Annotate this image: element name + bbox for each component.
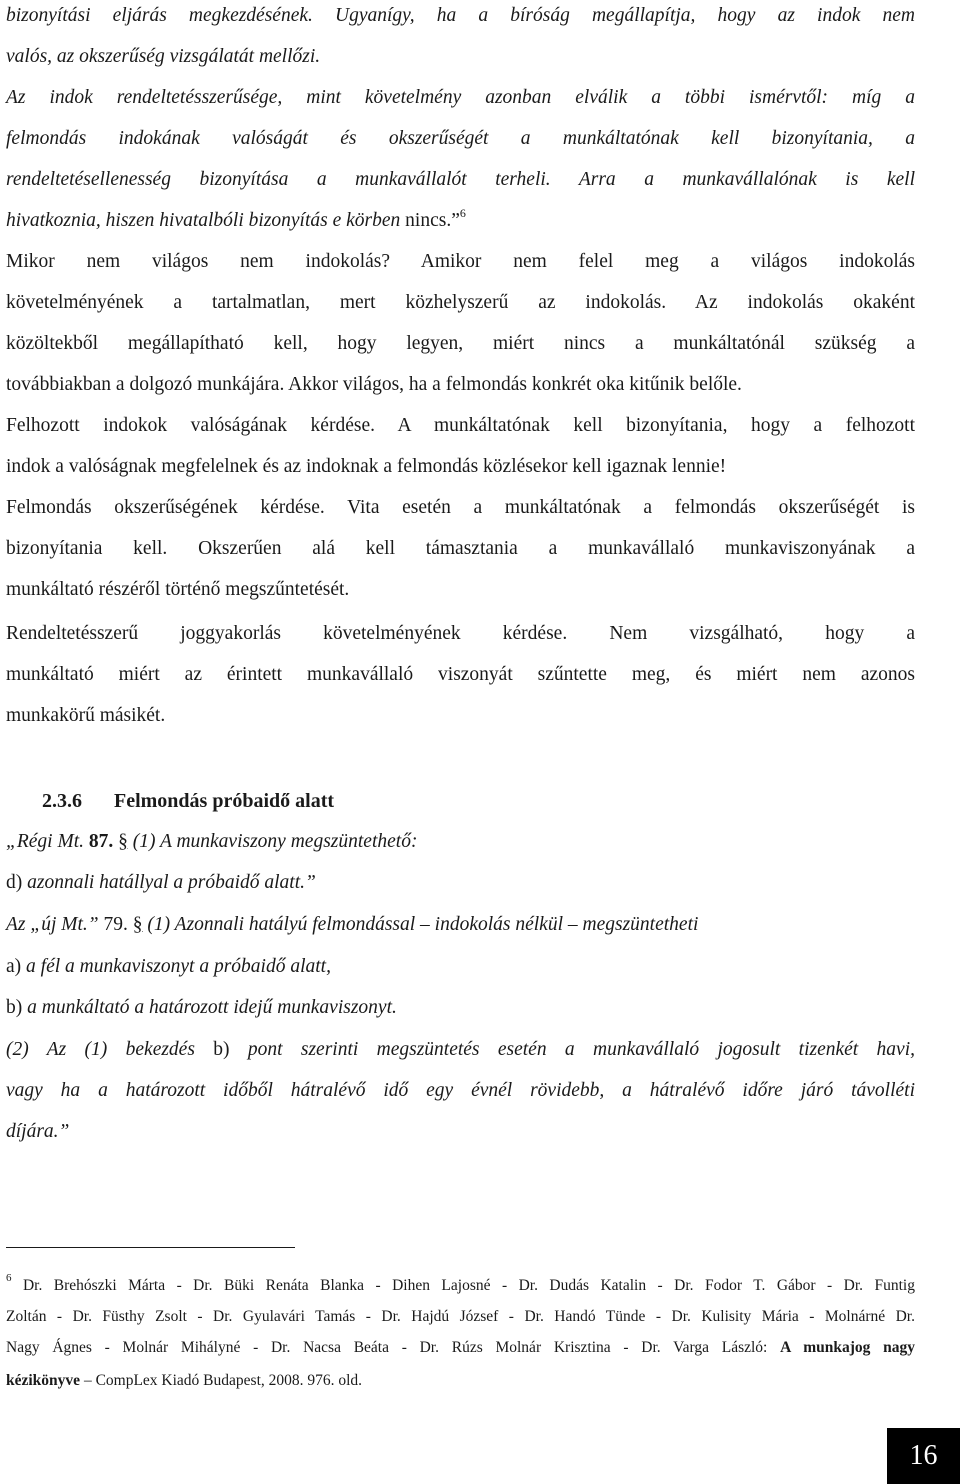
body-text-line: Az indok rendeltetésszerűsége, mint követelmény azonban elválik a többi ismérvtől: míg a xyxy=(6,87,915,108)
body-text-line xyxy=(6,955,915,979)
body-text-line: továbbiakban a dolgozó munkájára. Akkor világos, ha a felmondás konkrét oka kitűnik belőle. xyxy=(6,374,742,395)
book-title: kézikönyve xyxy=(6,1372,81,1389)
text-span: 87. xyxy=(88,831,114,852)
footnote-ref: 6 xyxy=(459,205,466,220)
body-text-line: rendeltetésellenesség bizonyítása a munkavállalót terheli. Arra a munkavállalónak is kell xyxy=(6,169,915,190)
body-text-line xyxy=(6,830,915,854)
text-span: hivatkoznia, hiszen hivatalbóli bizonyítás e körben xyxy=(6,210,401,231)
footnote-number: 6 xyxy=(6,1271,12,1284)
body-text-line: bizonyítási eljárás megkezdésének. Ugyanígy, ha a bíróság megállapítja, hogy az indok nem xyxy=(6,5,915,26)
body-text-line xyxy=(6,622,915,646)
body-text-line xyxy=(6,871,915,895)
body-text-line: követelményének a tartalmatlan, mert közhelyszerű az indokolás. Az indokolás okaként xyxy=(6,292,915,313)
text-span: nincs.” xyxy=(400,210,460,231)
body-text-line xyxy=(6,205,915,233)
section-title: Felmondás próbaidő alatt xyxy=(114,790,335,812)
text-span: Dr. Brehószki Márta - Dr. Büki Renáta Blanka - Dihen Lajosné - Dr. Dudás Katalin - Dr. Fodor T. Gábor - Dr. Funtig xyxy=(11,1277,915,1294)
text-span: „Régi Mt. xyxy=(6,831,89,852)
body-text-line xyxy=(6,250,915,274)
text-span: Vita esetén a munkáltatónak a felmondás okszerűségét is xyxy=(324,497,915,518)
footnote-line xyxy=(6,1371,915,1391)
section-number: 2.3.6 xyxy=(42,790,82,812)
body-text-line: valós, az okszerűség vizsgálatát mellőzi. xyxy=(6,46,321,67)
text-span: 79. xyxy=(103,914,128,935)
book-title: A munkajog nagy xyxy=(780,1339,915,1356)
body-text-line xyxy=(6,913,915,937)
text-span: Nagy Ágnes - Molnár Mihályné - Dr. Nacsa Beáta - Dr. Rúzs Molnár Krisztina - Dr. Varga László: xyxy=(6,1339,781,1356)
text-span: a munkáltató a határozott idejű munkaviszonyt. xyxy=(27,997,397,1018)
question-text: Rendeltetésszerű joggyakorlás követelményének kérdése. xyxy=(6,623,568,644)
page-number-badge: 16 xyxy=(887,1428,960,1484)
question-text: Felhozott indokok valóságának kérdése. xyxy=(6,415,375,436)
footnote-line xyxy=(6,1338,915,1358)
body-text-line xyxy=(6,1038,915,1062)
text-span: (1) A munkaviszony megszüntethető: xyxy=(127,831,418,852)
body-text-line: bizonyítania kell. Okszerűen alá kell támasztania a munkavállaló munkaviszonyának a xyxy=(6,538,915,559)
text-span: Nem vizsgálható, hogy a xyxy=(567,623,915,644)
text-span: Amikor nem felel meg a világos indokolás xyxy=(390,251,915,272)
section-heading xyxy=(42,788,334,814)
section-sign: § xyxy=(132,914,143,935)
text-span: d) xyxy=(6,872,28,893)
footnote-line xyxy=(6,1271,915,1296)
text-span: b) xyxy=(194,1039,248,1060)
question-text: Felmondás okszerűségének kérdése. xyxy=(6,497,325,518)
body-text-line xyxy=(6,996,915,1020)
section-sign: § xyxy=(118,831,128,852)
text-span: a) xyxy=(6,956,27,977)
text-span: azonnali hatállyal a próbaidő alatt.” xyxy=(27,872,316,893)
body-text-line: vagy ha a határozott időből hátralévő idő egy évnél rövidebb, a hátralévő időre járó távolléti xyxy=(6,1080,915,1101)
body-text-line xyxy=(6,496,915,520)
body-text-line: munkáltató részéről történő megszűntetését. xyxy=(6,579,350,600)
body-text-line: közöltekből megállapítható kell, hogy legyen, miért nincs a munkáltatónál szükség a xyxy=(6,333,915,354)
text-span: Az „új Mt.” xyxy=(6,914,104,935)
body-text-line xyxy=(6,414,915,438)
question-text: Mikor nem világos nem indokolás? xyxy=(6,251,391,272)
text-span: A munkáltatónak kell bizonyítania, hogy a felhozott xyxy=(374,415,916,436)
text-span: b) xyxy=(6,997,28,1018)
body-text-line: munkáltató miért az érintett munkavállaló viszonyát szűntette meg, és miért nem azonos xyxy=(6,664,915,685)
footnote-line: Zoltán - Dr. Füsthy Zsolt - Dr. Gyulavári Tamás - Dr. Hajdú József - Dr. Handó Tünde - Dr. Kulisity Mária - Molnárné Dr. xyxy=(6,1308,915,1325)
body-text-line: díjára.” xyxy=(6,1121,70,1142)
footnote-separator xyxy=(6,1247,295,1248)
body-text-line: munkakörű másikét. xyxy=(6,705,166,726)
body-text-line: indok a valóságnak megfelelnek és az indoknak a felmondás közlésekor kell igaznak lennie! xyxy=(6,456,727,477)
text-span: – CompLex Kiadó Budapest, 2008. 976. old. xyxy=(80,1372,363,1389)
text-span: pont szerinti megszüntetés esetén a munkavállaló jogosult tizenkét havi, xyxy=(247,1039,915,1060)
body-text-line: felmondás indokának valóságát és okszerűségét a munkáltatónak kell bizonyítania, a xyxy=(6,128,915,149)
text-span: (1) Azonnali hatályú felmondással – indokolás nélkül – megszüntetheti xyxy=(142,914,699,935)
text-span: a fél a munkaviszonyt a próbaidő alatt, xyxy=(26,956,331,977)
text-span: (2) Az (1) bekezdés xyxy=(6,1039,195,1060)
